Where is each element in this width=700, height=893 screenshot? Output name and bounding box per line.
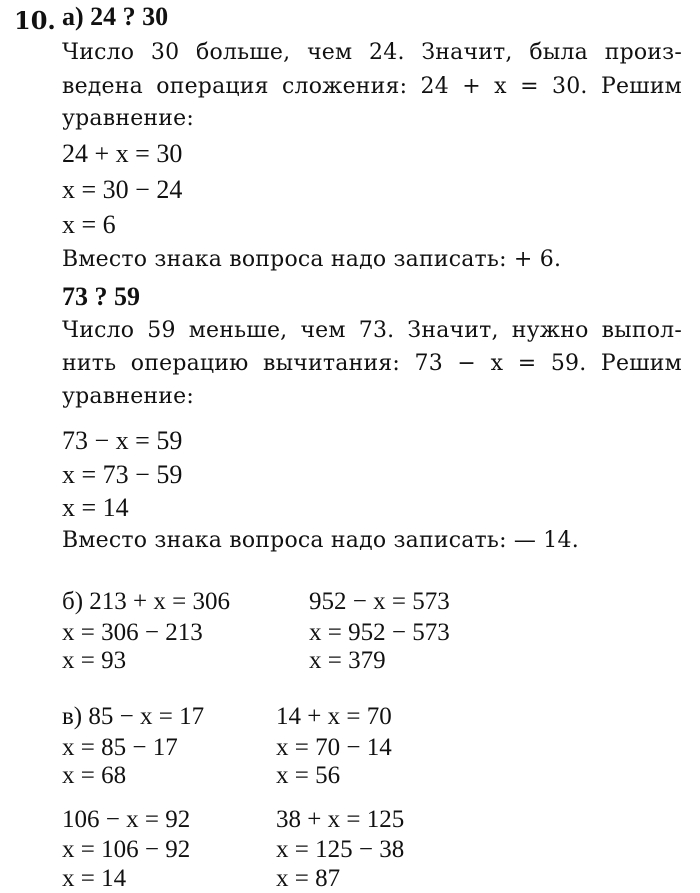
solution-2-line: x = 73 − 59	[62, 460, 183, 489]
part-c2-right-line: x = 125 − 38	[276, 836, 405, 863]
answer-1: Вместо знака вопроса надо записать: + 6.	[62, 247, 562, 272]
paragraph-2-line: нить операцию вычитания: 73 − x = 59. Решим	[62, 351, 682, 376]
part-c-left-line: x = 85 − 17	[62, 734, 178, 761]
part-b-right-line: x = 952 − 573	[309, 619, 450, 646]
paragraph-1-line: уравнение:	[62, 106, 194, 131]
part-c2-left-line: x = 106 − 92	[62, 836, 191, 863]
part-c-left-line: в) 85 − x = 17	[62, 703, 205, 730]
solution-1-line: 24 + x = 30	[62, 139, 183, 168]
solution-2-line: x = 14	[62, 493, 129, 522]
part-c2-left-line: x = 14	[62, 865, 127, 892]
part-c2-right-line: x = 87	[276, 865, 341, 892]
paragraph-1-line: Число 30 больше, чем 24. Значит, была произ-	[62, 40, 682, 65]
solution-1-line: x = 6	[62, 210, 116, 239]
paragraph-2-line: уравнение:	[62, 384, 194, 409]
part-c-right-line: x = 70 − 14	[276, 734, 392, 761]
part-b-right-line: x = 379	[309, 647, 386, 674]
part-a-heading-2: 73 ? 59	[62, 282, 140, 311]
part-b-left-line: x = 306 − 213	[62, 619, 203, 646]
task-number: 10.	[14, 6, 56, 35]
part-b-right-line: 952 − x = 573	[309, 588, 450, 615]
part-b-left-line: б) 213 + x = 306	[62, 588, 230, 615]
part-c-left-line: x = 68	[62, 762, 127, 789]
part-c-right-line: 14 + x = 70	[276, 703, 392, 730]
answer-2: Вместо знака вопроса надо записать: — 14.	[62, 528, 579, 553]
paragraph-1-line: ведена операция сложения: 24 + x = 30. Решим	[62, 74, 682, 99]
part-c2-left-line: 106 − x = 92	[62, 806, 191, 833]
part-b-left-line: x = 93	[62, 647, 127, 674]
solution-2-line: 73 − x = 59	[62, 426, 183, 455]
part-c-right-line: x = 56	[276, 762, 341, 789]
part-c2-right-line: 38 + x = 125	[276, 806, 405, 833]
solution-1-line: x = 30 − 24	[62, 175, 183, 204]
part-a-heading: а) 24 ? 30	[62, 2, 169, 31]
paragraph-2-line: Число 59 меньше, чем 73. Значит, нужно выпол-	[62, 318, 682, 343]
